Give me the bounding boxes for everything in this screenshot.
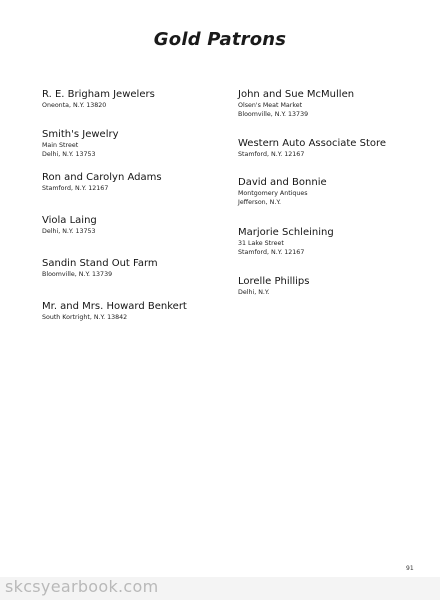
patron-name: Ron and Carolyn Adams	[42, 172, 162, 183]
patron-address-line: Bloomville, N.Y. 13739	[42, 271, 113, 278]
patron-list-right	[238, 88, 433, 315]
patron-entry	[238, 275, 433, 315]
patron-entry	[42, 171, 232, 214]
patron-name: Western Auto Associate Store	[238, 138, 387, 149]
patron-address-line: Stamford, N.Y. 12167	[238, 249, 305, 256]
patron-name: Viola Laing	[42, 215, 97, 226]
page-title: Gold Patrons	[153, 29, 287, 50]
patron-entry	[42, 257, 232, 300]
patron-entry	[42, 88, 232, 128]
patron-name: R. E. Brigham Jewelers	[42, 89, 155, 100]
patron-entry	[238, 88, 433, 137]
patron-address-line: Delhi, N.Y. 13753	[42, 151, 96, 158]
patron-address-line: Delhi, N.Y. 13753	[42, 228, 96, 235]
patron-name: John and Sue McMullen	[238, 89, 355, 100]
patron-address-line: Olsen's Meat Market	[238, 102, 303, 109]
patron-name: Mr. and Mrs. Howard Benkert	[42, 301, 187, 312]
patron-address-line: Oneonta, N.Y. 13820	[42, 102, 107, 109]
patron-entry	[42, 300, 232, 343]
patron-entry	[238, 137, 433, 176]
patron-name: David and Bonnie	[238, 177, 327, 188]
patron-entry	[42, 214, 232, 257]
patron-entry	[238, 176, 433, 226]
patron-address-line: Main Street	[42, 142, 79, 149]
patron-address-line: South Kortright, N.Y. 13842	[42, 314, 128, 321]
patron-address-line: Montgomery Antiques	[238, 190, 308, 197]
patron-name: Smith's Jewelry	[42, 129, 119, 140]
page-number: 91	[406, 565, 414, 572]
patron-address-line: Stamford, N.Y. 12167	[238, 151, 305, 158]
patron-address-line: Stamford, N.Y. 12167	[42, 185, 109, 192]
patron-name: Sandin Stand Out Farm	[42, 258, 158, 269]
patron-entry	[238, 226, 433, 275]
patron-address-line: Delhi, N.Y.	[238, 289, 270, 296]
patron-address-line: 31 Lake Street	[238, 240, 284, 247]
patron-name: Lorelle Phillips	[238, 276, 310, 287]
patron-entry	[42, 128, 232, 171]
patron-list-left	[42, 88, 232, 343]
patron-name: Marjorie Schleining	[238, 227, 334, 238]
patron-address-line: Jefferson, N.Y.	[238, 199, 281, 206]
patron-address-line: Bloomville, N.Y. 13739	[238, 111, 309, 118]
watermark-text: skcsyearbook.com	[5, 577, 159, 596]
